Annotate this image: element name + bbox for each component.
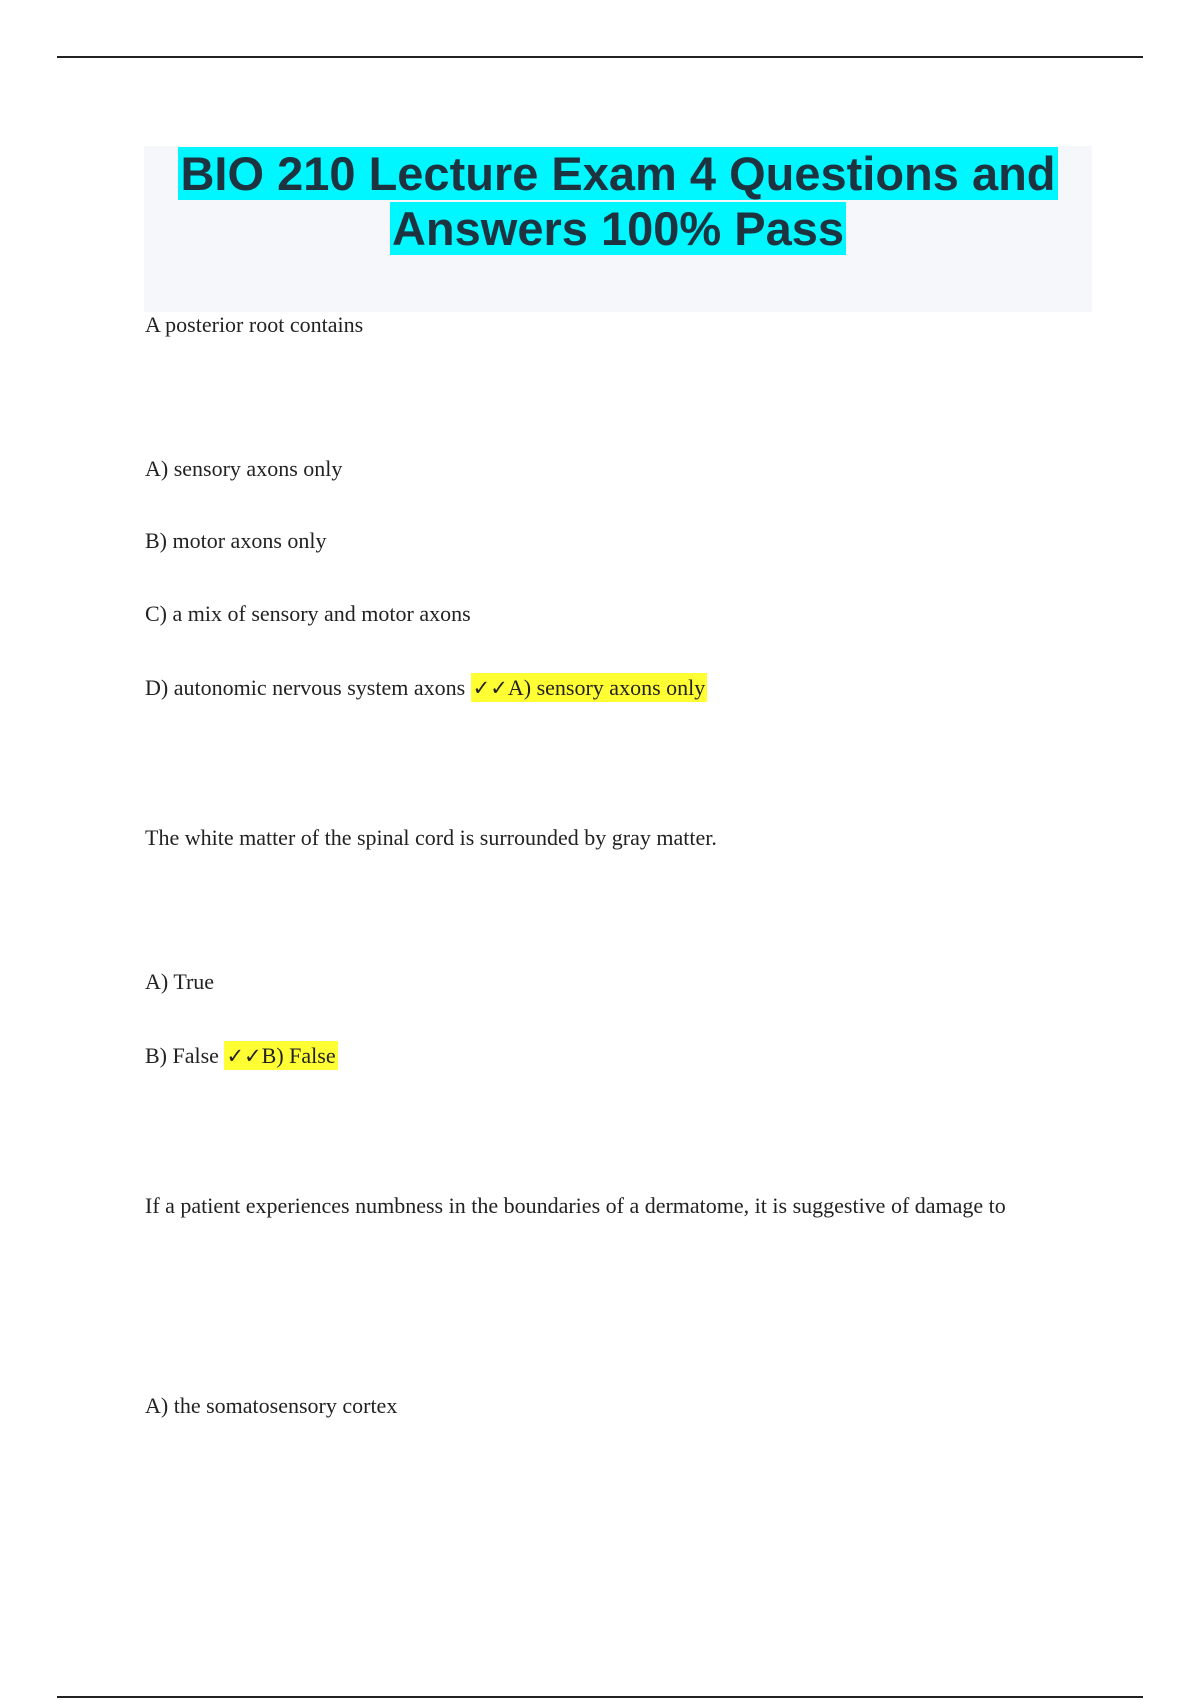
question-1-option-a: A) sensory axons only [145, 456, 343, 481]
title-line-1: BIO 210 Lecture Exam 4 Questions and [180, 147, 1056, 200]
question-1-answer-text: A) sensory axons only [507, 675, 706, 700]
question-2-option-a: A) True [145, 969, 215, 994]
question-1-option-d: D) autonomic nervous system axons [145, 675, 466, 700]
question-2-option-b-line [145, 1042, 338, 1070]
title-block [144, 146, 1092, 312]
question-3-prompt: If a patient experiences numbness in the boundaries of a dermatome, it is suggestive of damage to [145, 1193, 1006, 1218]
question-1-prompt: A posterior root contains [145, 312, 364, 337]
question-2-answer-text: B) False [261, 1043, 336, 1068]
bottom-rule [57, 1696, 1143, 1698]
question-2-option-b: B) False [145, 1043, 219, 1068]
question-1-option-b: B) motor axons only [145, 528, 327, 553]
question-2-prompt: The white matter of the spinal cord is surrounded by gray matter. [145, 825, 717, 850]
question-1-option-c: C) a mix of sensory and motor axons [145, 601, 471, 626]
top-rule [57, 56, 1143, 58]
question-1-answer [471, 673, 708, 702]
check-mark-icon: ✓✓ [472, 676, 508, 700]
title-line-2: Answers 100% Pass [391, 202, 844, 255]
question-1-option-d-line [145, 674, 707, 702]
question-2-answer [224, 1041, 337, 1070]
check-mark-icon: ✓✓ [226, 1044, 262, 1068]
document-title [144, 146, 1092, 256]
question-3-option-a: A) the somatosensory cortex [145, 1393, 398, 1418]
